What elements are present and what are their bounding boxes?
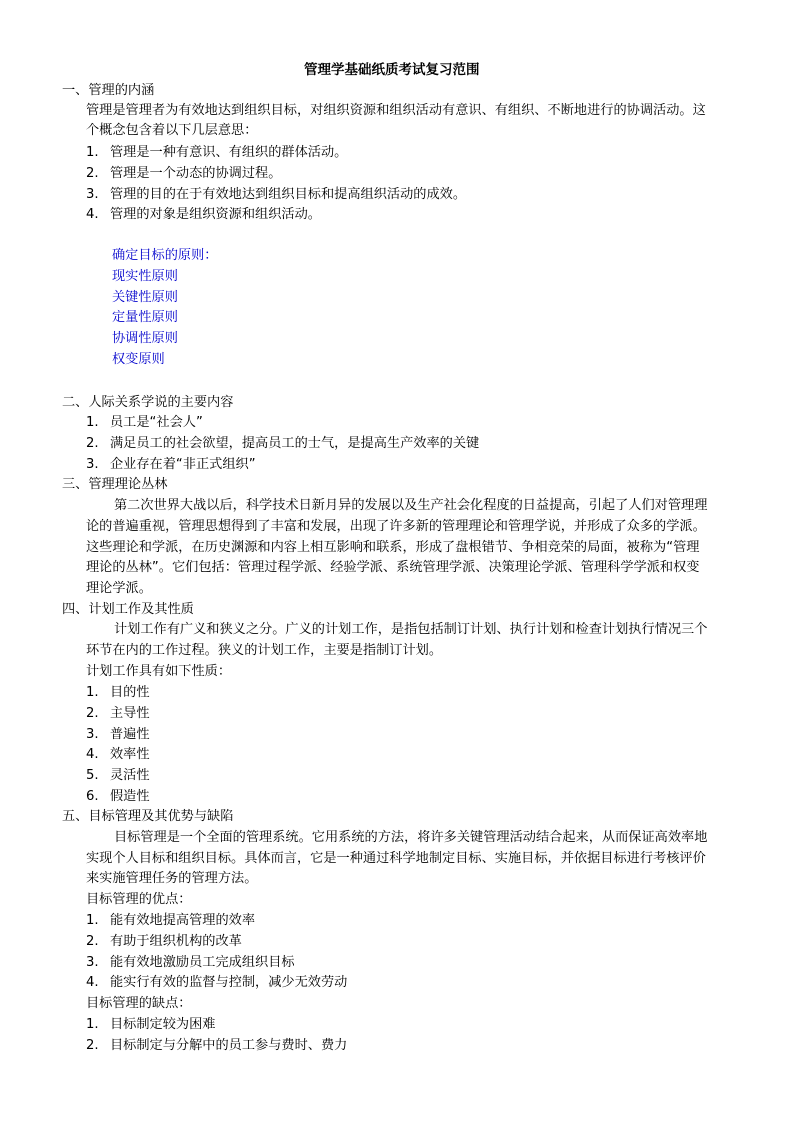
list-item: 2. 主导性 <box>86 706 150 721</box>
section-5-paragraph-line: 实现个人目标和组织目标。具体而言，它是一种通过科学地制定目标、实施目标，并依据目标进行考核评价 <box>86 851 706 866</box>
section-4-heading: 四、计划工作及其性质 <box>62 602 194 617</box>
principles-title: 确定目标的原则： <box>112 248 218 263</box>
section-4-paragraph-line: 环节在内的工作过程。狭义的计划工作，主要是指制订计划。 <box>86 643 443 658</box>
principle-item: 协调性原则 <box>112 331 178 346</box>
list-item: 3. 能有效地激励员工完成组织目标 <box>86 955 295 970</box>
principle-item: 现实性原则 <box>112 269 178 284</box>
list-item: 4. 效率性 <box>86 747 150 762</box>
principle-item: 定量性原则 <box>112 310 178 325</box>
section-3-paragraph-line: 理论学派。 <box>86 581 152 596</box>
section-4-paragraph-line: 计划工作有广义和狭义之分。广义的计划工作，是指包括制订计划、执行计划和检查计划执行情况三个 <box>114 622 708 637</box>
section-4-subheading: 计划工作具有如下性质： <box>86 664 232 679</box>
list-item: 1. 能有效地提高管理的效率 <box>86 913 256 928</box>
section-1-heading: 一、管理的内涵 <box>62 83 155 98</box>
list-item: 4. 能实行有效的监督与控制，减少无效劳动 <box>86 975 348 990</box>
list-item: 1. 员工是“社会人” <box>86 415 203 430</box>
cons-title: 目标管理的缺点： <box>86 996 192 1011</box>
pros-title: 目标管理的优点： <box>86 892 192 907</box>
list-item: 1. 目的性 <box>86 685 150 700</box>
list-item: 5. 灵活性 <box>86 768 150 783</box>
section-1-paragraph-line: 管理是管理者为有效地达到组织目标，对组织资源和组织活动有意识、有组织、不断地进行的协调活动。这 <box>86 103 706 118</box>
list-item: 2. 目标制定与分解中的员工参与费时、费力 <box>86 1038 348 1053</box>
list-item: 3. 普遍性 <box>86 727 150 742</box>
section-5-paragraph-line: 来实施管理任务的管理方法。 <box>86 871 258 886</box>
section-3-heading: 三、管理理论丛林 <box>62 477 168 492</box>
section-3-paragraph-line: 论的普遍重视，管理思想得到了丰富和发展，出现了许多新的管理理论和管理学说，并形成了众多的学派。 <box>86 519 706 534</box>
section-2-heading: 二、人际关系学说的主要内容 <box>62 395 234 410</box>
section-3-paragraph-line: 这些理论和学派，在历史渊源和内容上相互影响和联系，形成了盘根错节、争相竞荣的局面，被称为“管理 <box>86 540 700 555</box>
list-item: 4. 管理的对象是组织资源和组织活动。 <box>86 207 321 222</box>
list-item: 2. 管理是一个动态的协调过程。 <box>86 166 282 181</box>
section-3-paragraph-line: 第二次世界大战以后，科学技术日新月异的发展以及生产社会化程度的日益提高，引起了人们对管理理 <box>114 498 708 513</box>
list-item: 1. 目标制定较为困难 <box>86 1017 216 1032</box>
section-1-paragraph-line: 个概念包含着以下几层意思： <box>86 123 258 138</box>
principle-item: 关键性原则 <box>112 290 178 305</box>
document-title: 管理学基础纸质考试复习范围 <box>304 62 480 78</box>
principle-item: 权变原则 <box>112 352 165 367</box>
list-item: 6. 假造性 <box>86 789 150 804</box>
list-item: 2. 满足员工的社会欲望，提高员工的士气，是提高生产效率的关键 <box>86 436 480 451</box>
section-5-paragraph-line: 目标管理是一个全面的管理系统。它用系统的方法，将许多关键管理活动结合起来，从而保证高效率地 <box>114 830 708 845</box>
section-5-heading: 五、目标管理及其优势与缺陷 <box>62 809 234 824</box>
list-item: 2. 有助于组织机构的改革 <box>86 934 242 949</box>
list-item: 1. 管理是一种有意识、有组织的群体活动。 <box>86 145 348 160</box>
list-item: 3. 企业存在着“非正式组织” <box>86 457 256 472</box>
list-item: 3. 管理的目的在于有效地达到组织目标和提高组织活动的成效。 <box>86 187 467 202</box>
section-3-paragraph-line: 理论的丛林”。它们包括：管理过程学派、经验学派、系统管理学派、决策理论学派、管理科学学派和权变 <box>86 560 700 575</box>
